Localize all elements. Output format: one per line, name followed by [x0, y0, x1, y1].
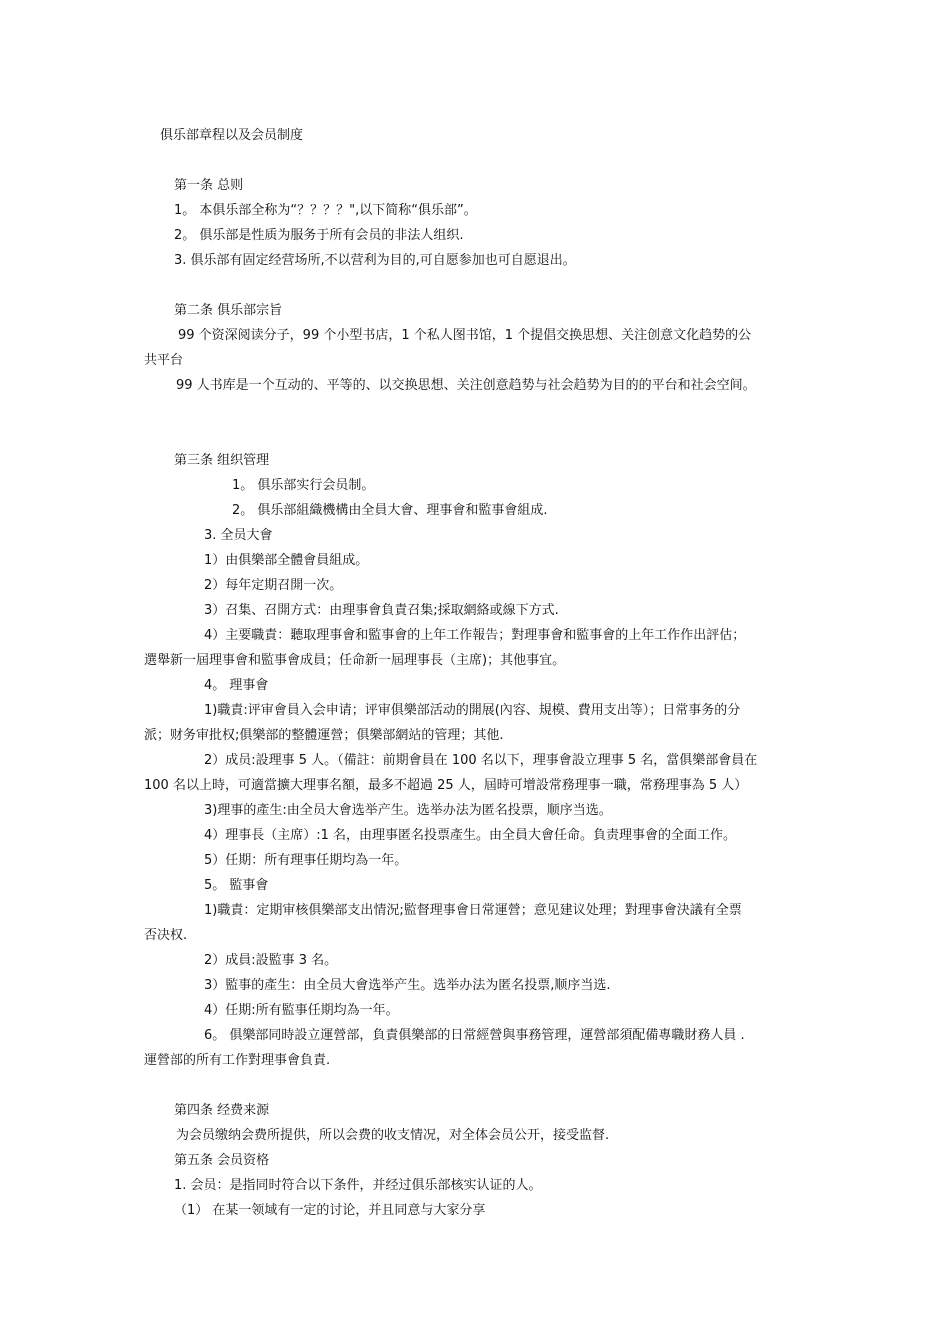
paragraph-line: 5）任期：所有理事任期均為一年。	[204, 853, 408, 868]
paragraph-line: 3. 全员大會	[204, 528, 273, 543]
article-1-heading: 第一条 总则	[174, 178, 244, 193]
paragraph-line: 3）召集、召開方式：由理事會負責召集;採取網絡或線下方式.	[204, 603, 559, 618]
paragraph-line: 1. 会员：是指同时符合以下条件，并经过俱乐部核实认证的人。	[174, 1178, 542, 1193]
paragraph-line: 共平台	[144, 353, 184, 368]
paragraph-line: 4）主要職責：聽取理事會和監事會的上年工作報告；對理事會和監事會的上年工作作出評估；	[204, 628, 746, 643]
paragraph-line: 1）由俱樂部全體會員組成。	[204, 553, 369, 568]
article-4-heading: 第四条 经费来源	[174, 1103, 270, 1118]
paragraph-line: 運營部的所有工作對理事會負責.	[144, 1053, 331, 1068]
paragraph-line: 99 人书库是一个互动的、平等的、以交换思想、关注创意趋势与社会趋势为目的的平台和社会空间。	[176, 378, 756, 393]
paragraph-line: （1） 在某一领域有一定的讨论，并且同意与大家分享	[174, 1203, 486, 1218]
article-2-heading: 第二条 俱乐部宗旨	[174, 303, 283, 318]
document-title: 俱乐部章程以及会员制度	[160, 128, 304, 143]
paragraph-line: 1。 本俱乐部全称为“？？？？",以下简称“俱乐部”。	[174, 203, 477, 218]
paragraph-line: 3. 俱乐部有固定经营场所,不以营利为目的,可自愿参加也可自愿退出。	[174, 253, 576, 268]
paragraph-line: 5。 監事會	[204, 878, 269, 893]
paragraph-line: 2。 俱乐部是性质为服务于所有会员的非法人组织.	[174, 228, 464, 243]
paragraph-line: 3）監事的產生：由全员大會选举产生。选举办法为匿名投票,顺序当选.	[204, 978, 611, 993]
paragraph-line: 派；财务审批权;俱樂部的整體運營；俱樂部網站的管理；其他.	[144, 728, 504, 743]
paragraph-line: 为会员缴纳会费所提供，所以会费的收支情况，对全体会员公开，接受监督.	[176, 1128, 610, 1143]
paragraph-line: 3)理事的產生:由全员大會选举产生。选举办法为匿名投票，顺序当选。	[204, 803, 612, 818]
paragraph-line: 2。 俱乐部組織機構由全員大會、理事會和監事會組成.	[232, 503, 548, 518]
paragraph-line: 100 名以上時，可適當擴大理事名額，最多不超過 25 人，屆時可增設常務理事一職，常務理事為 5 人）	[144, 778, 748, 793]
paragraph-line: 2）成員:設監事 3 名。	[204, 953, 338, 968]
paragraph-line: 6。 俱樂部同時設立運營部，負責俱樂部的日常經營與事務管理，運營部須配備專職財務人員 .	[204, 1028, 745, 1043]
paragraph-line: 1)職責：定期审核俱樂部支出情況;監督理事會日常運營；意见建议处理；對理事會決議有全票	[204, 903, 742, 918]
article-3-heading: 第三条 组织管理	[174, 453, 270, 468]
paragraph-line: 2）成员:設理事 5 人。（備註：前期會員在 100 名以下，理事會設立理事 5 名，當俱樂部會員在	[204, 753, 758, 768]
paragraph-line: 4。 理事會	[204, 678, 269, 693]
paragraph-line: 99 个资深阅读分子，99 个小型书店，1 个私人图书馆，1 个提倡交换思想、关注创意文化趋势的公	[178, 328, 752, 343]
paragraph-line: 選舉新一屆理事會和監事會成員；任命新一屆理事長（主席)；其他事宜。	[144, 653, 566, 668]
paragraph-line: 1)職責:评审會員入会申请；评审俱樂部活动的開展(內容、規模、費用支出等）；日常事务的分	[204, 703, 741, 718]
article-5-heading: 第五条 会员资格	[174, 1153, 270, 1168]
paragraph-line: 1。 俱乐部实行会员制。	[232, 478, 375, 493]
paragraph-line: 否决权.	[144, 928, 188, 943]
paragraph-line: 2）每年定期召開一次。	[204, 578, 343, 593]
paragraph-line: 4）任期:所有監事任期均為一年。	[204, 1003, 399, 1018]
paragraph-line: 4）理事長（主席）:1 名，由理事匿名投票產生。由全員大會任命。負责理事會的全面工作。	[204, 828, 737, 843]
